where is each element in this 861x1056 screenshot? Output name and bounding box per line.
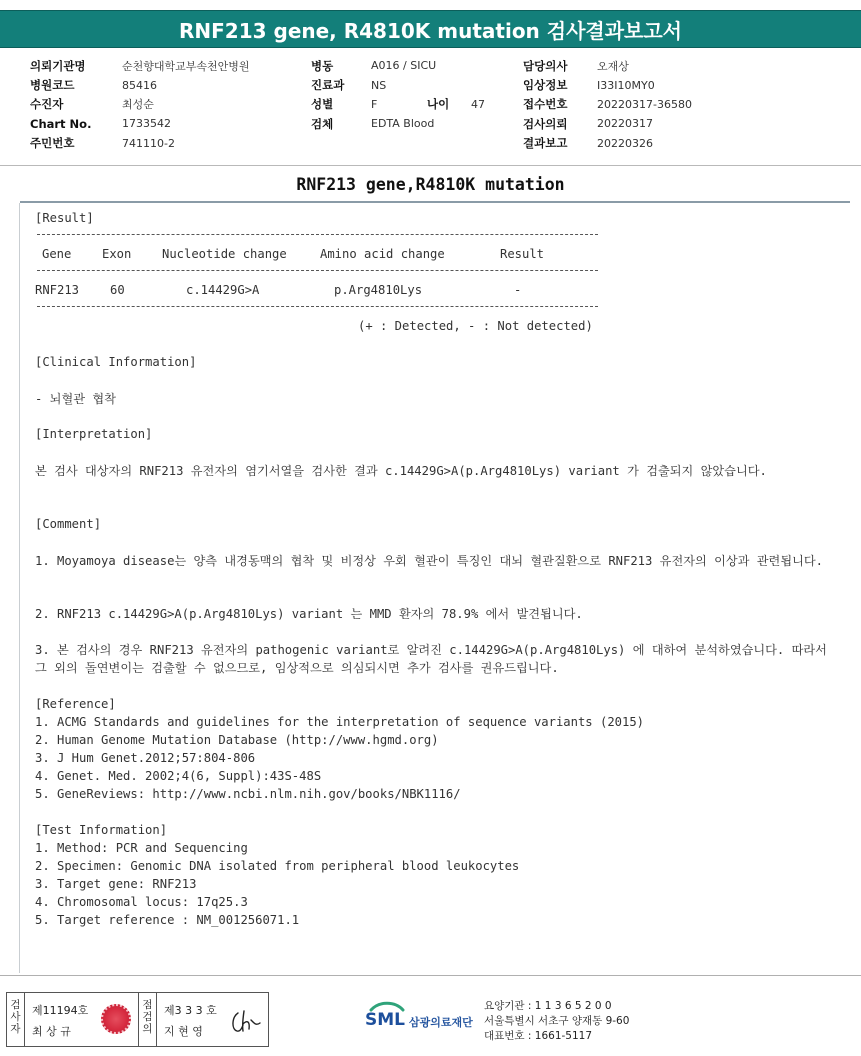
report-header-banner [0,10,861,48]
examiner-label: 검사자 [10,999,21,1035]
org-info-line: 서울특별시 서초구 양재동 9-60 [484,1015,630,1027]
reference-item: 1. ACMG Standards and guidelines for the interpretation of sequence variants (2015) [35,715,645,729]
info-value: 오재상 [597,59,629,73]
test-info-item: 5. Target reference : NM_001256071.1 [35,913,300,927]
org-info-line: 대표번호 : 1661-5117 [484,1030,593,1042]
patient-info-block [0,48,861,166]
org-info-line: 요양기관 : 1 1 3 6 5 2 0 0 [484,1000,612,1012]
info-label: 진료과 [311,78,345,93]
patient-info-col-2 [311,56,485,134]
comment-item: 2. RNF213 c.14429G>A(p.Arg4810Lys) variant 는 MMD 환자의 78.9% 에서 발견됩니다. [35,607,583,621]
info-label: Chart No. [30,116,92,131]
result-header-amino-acid: Amino acid change [320,247,445,261]
info-label: 수진자 [30,97,64,112]
info-row [311,114,485,133]
result-header-exon: Exon [102,247,132,261]
table-divider [37,306,598,307]
info-value: 20220326 [597,136,653,150]
result-cell-result: - [514,283,522,297]
info-label: 임상정보 [523,78,568,93]
info-row [30,114,250,133]
info-row [523,75,692,94]
info-value: 741110-2 [122,136,175,150]
info-row [30,75,250,94]
org-info [484,999,629,1044]
table-divider [37,234,598,235]
result-cell-exon: 60 [110,283,125,297]
test-info-item: 1. Method: PCR and Sequencing [35,841,248,855]
test-info-item: 2. Specimen: Genomic DNA isolated from peripheral blood leukocytes [35,859,520,873]
info-value: 85416 [122,78,157,92]
info-value: 1733542 [122,117,171,131]
result-cell-nucleotide: c.14429G>A [186,283,260,297]
result-header-nucleotide: Nucleotide change [162,247,287,261]
inspector-cell [157,993,268,1046]
inspector-signature [229,1009,263,1035]
reference-item: 3. J Hum Genet.2012;57:804-806 [35,751,256,765]
result-header-gene: Gene [42,247,72,261]
examiner-license-no: 제11194호 [32,1004,89,1017]
section-clinical-heading: [Clinical Information] [35,355,197,369]
info-label: 접수번호 [523,97,568,112]
test-info-item: 3. Target gene: RNF213 [35,877,197,891]
info-value: EDTA Blood [371,117,435,131]
result-header-result: Result [500,247,545,261]
examiner-cell [25,993,139,1046]
examiner-seal-stamp [101,1004,131,1034]
patient-info-col-1 [30,56,250,153]
table-divider [37,270,598,271]
reference-item: 5. GeneReviews: http://www.ncbi.nlm.nih.gov/books/NBK1116/ [35,787,461,801]
org-name: 삼광의료재단 [409,1016,473,1029]
info-label: 검체 [311,116,334,131]
section-reference-heading: [Reference] [35,697,116,711]
info-row [311,95,485,114]
section-result-heading: [Result] [35,211,94,225]
info-label: 의뢰기관명 [30,58,86,73]
inspector-license-no: 제3 3 3 호 [164,1004,217,1017]
sml-logo-text: SML [365,1010,405,1030]
info-label: 결과보고 [523,136,568,151]
test-info-item: 4. Chromosomal locus: 17q25.3 [35,895,248,909]
info-row [30,95,250,114]
result-cell-amino-acid: p.Arg4810Lys [334,283,423,297]
info-label: 성별 [311,97,334,112]
info-label: 주민번호 [30,136,75,151]
comment-item: 1. Moyamoya disease는 양측 내경동맥의 협착 및 비정상 우회 혈관이 특징인 대뇌 혈관질환으로 RNF213 유전자의 이상과 관련됩니다. [35,554,823,568]
reference-item: 4. Genet. Med. 2002;4(6, Suppl):43S-48S [35,769,322,783]
report-title: RNF213 gene,R4810K mutation [296,175,565,194]
info-label: 병원코드 [30,78,75,93]
info-value-age: 47 [471,97,485,111]
result-cell-gene: RNF213 [35,283,80,297]
info-row [523,114,692,133]
clinical-text: - 뇌혈관 협착 [35,392,116,406]
signature-box [6,992,269,1047]
info-value: F [371,97,378,111]
section-interpretation-heading: [Interpretation] [35,427,153,441]
section-test-info-heading: [Test Information] [35,823,168,837]
inspector-label: 점검의 [142,999,153,1035]
info-value: 20220317-36580 [597,97,692,111]
report-header-title: RNF213 gene, R4810K mutation 검사결과보고서 [178,18,682,43]
info-row [30,56,250,75]
info-value: NS [371,78,387,92]
footer-divider [0,975,861,976]
section-comment-heading: [Comment] [35,517,102,531]
info-value: I33I10MY0 [597,78,655,92]
info-value: 최성순 [122,98,154,112]
info-row [523,134,692,153]
info-label: 병동 [311,58,334,73]
info-label: 검사의뢰 [523,116,568,131]
info-label-age: 나이 [427,97,450,112]
info-value: 20220317 [597,117,653,131]
examiner-name: 최 상 규 [32,1025,71,1038]
info-row [311,56,485,75]
info-label: 담당의사 [523,58,568,73]
examiner-label-cell [7,993,25,1046]
info-value: 순천향대학교부속천안병원 [122,59,250,73]
sml-logo [365,998,480,1040]
info-row [523,95,692,114]
info-row [523,56,692,75]
inspector-label-cell [139,993,157,1046]
result-legend: (+ : Detected, - : Not detected) [358,319,593,333]
inspector-name: 지 현 영 [164,1025,203,1038]
reference-item: 2. Human Genome Mutation Database (http://www.hgmd.org) [35,733,439,747]
interpretation-text: 본 검사 대상자의 RNF213 유전자의 염기서열을 검사한 결과 c.14429G>A(p.Arg4810Lys) variant 가 검출되지 않았습니다. [35,464,767,478]
info-row [311,75,485,94]
comment-item: 3. 본 검사의 경우 RNF213 유전자의 pathogenic variant로 알려진 c.14429G>A(p.Arg4810Lys) 에 대하여 분석하였습니다. 따라서 그 외의 돌연변이는 검출할 수 없으므로, 임상적으로 의심되시면 추가 검사를 권유드립니다. [35,643,827,675]
info-value: A016 / SICU [371,59,437,73]
info-row [30,134,250,153]
patient-info-col-3 [523,56,692,153]
